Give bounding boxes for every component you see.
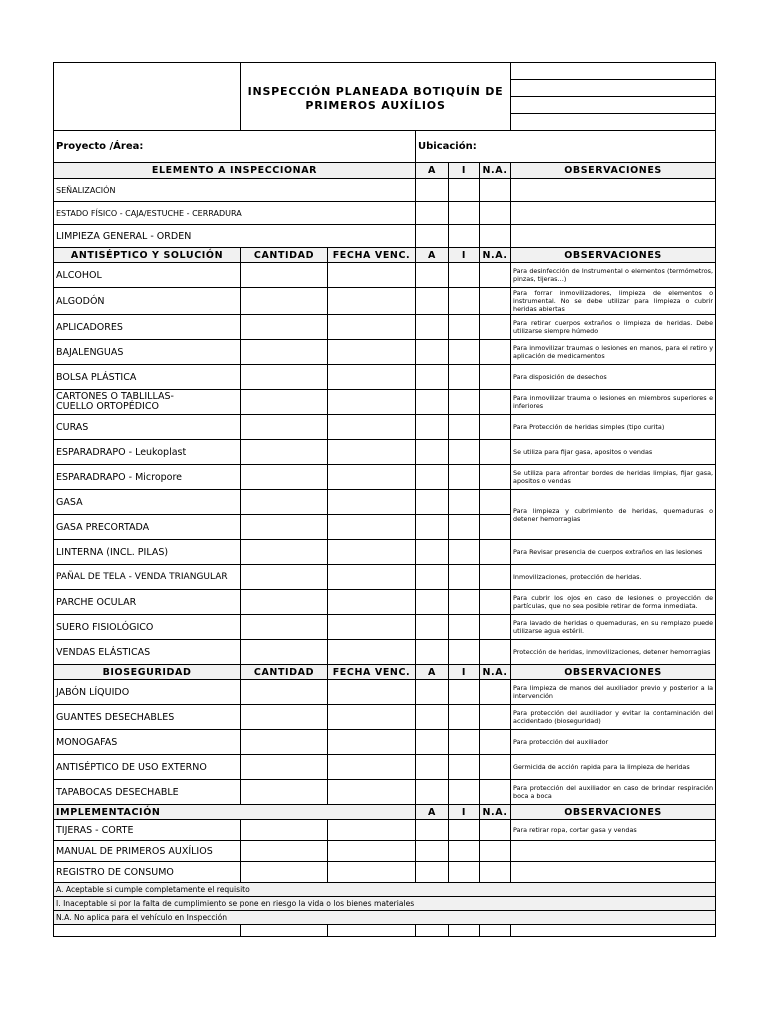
table-row — [54, 465, 716, 490]
check-na[interactable] — [480, 263, 511, 288]
fecha-cell[interactable] — [328, 862, 416, 883]
table-row — [54, 705, 716, 730]
check-i[interactable] — [449, 315, 480, 340]
form-title-line1: INSPECCIÓN PLANEADA BOTIQUÍN DE — [247, 84, 504, 98]
item-name: PARCHE OCULAR — [54, 590, 241, 615]
legend-note-i: I. Inaceptable si por la falta de cumplimiento se pone en riesgo la vida o los bienes materiales — [54, 897, 716, 911]
item-name: TAPABOCAS DESECHABLE — [54, 780, 241, 805]
check-na[interactable] — [480, 225, 511, 248]
location-label: Ubicación: — [418, 141, 477, 152]
check-na[interactable] — [480, 390, 511, 415]
col-observaciones: OBSERVACIONES — [511, 248, 716, 263]
item-name-line2: CUELLO ORTOPÉDICO — [56, 401, 159, 412]
table-row — [54, 925, 716, 937]
cantidad-cell[interactable] — [241, 565, 328, 590]
item-name: ANTISÉPTICO DE USO EXTERNO — [54, 755, 241, 780]
obs-text: Para retirar cuerpos extraños o limpieza de heridas. Debe utilizarse siempre húmedo — [511, 315, 716, 340]
cantidad-cell[interactable] — [241, 705, 328, 730]
obs-text: Para inmovilizar traumas o lesiones en manos, para el retiro y aplicación de medicamentos — [511, 340, 716, 365]
cantidad-cell[interactable] — [241, 263, 328, 288]
empty-cell[interactable] — [480, 925, 511, 937]
check-i[interactable] — [449, 202, 480, 225]
col-a: A — [416, 805, 449, 820]
cantidad-cell[interactable] — [241, 862, 328, 883]
fecha-cell[interactable] — [328, 565, 416, 590]
table-row — [54, 862, 716, 883]
check-na[interactable] — [480, 490, 511, 515]
table-row — [54, 755, 716, 780]
check-na[interactable] — [480, 590, 511, 615]
check-a[interactable] — [416, 705, 449, 730]
table-row — [54, 590, 716, 615]
cantidad-cell[interactable] — [241, 490, 328, 515]
check-i[interactable] — [449, 440, 480, 465]
col-observaciones: OBSERVACIONES — [511, 163, 716, 179]
obs-cell[interactable] — [511, 862, 716, 883]
check-a[interactable] — [416, 440, 449, 465]
obs-text: Para Revisar presencia de cuerpos extraños en las lesiones — [511, 540, 716, 565]
cantidad-cell[interactable] — [241, 640, 328, 665]
table-row — [54, 540, 716, 565]
fecha-cell[interactable] — [328, 755, 416, 780]
col-observaciones: OBSERVACIONES — [511, 665, 716, 680]
cantidad-cell[interactable] — [241, 440, 328, 465]
check-i[interactable] — [449, 862, 480, 883]
check-na[interactable] — [480, 465, 511, 490]
col-i: I — [449, 805, 480, 820]
table-row — [54, 263, 716, 288]
fecha-cell[interactable] — [328, 440, 416, 465]
check-a[interactable] — [416, 640, 449, 665]
empty-cell[interactable] — [328, 925, 416, 937]
table-row — [54, 415, 716, 440]
col-i: I — [449, 163, 480, 179]
fecha-cell[interactable] — [328, 263, 416, 288]
item-name: LINTERNA (INCL. PILAS) — [54, 540, 241, 565]
form-title — [241, 63, 511, 131]
check-a[interactable] — [416, 615, 449, 640]
col-cantidad: CANTIDAD — [241, 248, 328, 263]
check-na[interactable] — [480, 440, 511, 465]
check-i[interactable] — [449, 365, 480, 390]
check-na[interactable] — [480, 755, 511, 780]
table-row — [54, 615, 716, 640]
fecha-cell[interactable] — [328, 390, 416, 415]
obs-cell[interactable] — [511, 225, 716, 248]
check-a[interactable] — [416, 590, 449, 615]
table-row — [54, 288, 716, 315]
check-a[interactable] — [416, 202, 449, 225]
fecha-cell[interactable] — [328, 415, 416, 440]
fecha-cell[interactable] — [328, 315, 416, 340]
obs-text: Inmovilizaciones, protección de heridas. — [511, 565, 716, 590]
table-row — [54, 225, 716, 248]
col-a: A — [416, 248, 449, 263]
fecha-cell[interactable] — [328, 490, 416, 515]
project-label: Proyecto /Área: — [56, 141, 144, 152]
item-name: GASA PRECORTADA — [54, 515, 241, 540]
table-row — [54, 820, 716, 841]
check-na[interactable] — [480, 515, 511, 540]
table-row — [54, 315, 716, 340]
col-i: I — [449, 665, 480, 680]
check-i[interactable] — [449, 640, 480, 665]
obs-text: Para protección del auxiliador y evitar la contaminación del accidentado (bioseguridad) — [511, 705, 716, 730]
item-name: REGISTRO DE CONSUMO — [54, 862, 241, 883]
logo-box — [54, 63, 241, 131]
check-i[interactable] — [449, 615, 480, 640]
item-name-line1: CARTONES O TABLILLAS- — [56, 391, 174, 402]
check-i[interactable] — [449, 590, 480, 615]
fecha-cell[interactable] — [328, 340, 416, 365]
check-na[interactable] — [480, 202, 511, 225]
item-name: ESTADO FÍSICO - CAJA/ESTUCHE - CERRADURA — [54, 202, 416, 225]
item-name: GASA — [54, 490, 241, 515]
cantidad-cell[interactable] — [241, 680, 328, 705]
check-a[interactable] — [416, 730, 449, 755]
form-title-line2: PRIMEROS AUXÍLIOS — [305, 98, 446, 112]
project-field[interactable] — [54, 131, 416, 163]
location-field[interactable] — [416, 131, 716, 163]
obs-text: Para protección del auxiliador en caso de brindar respiración boca a boca — [511, 780, 716, 805]
obs-text: Para desinfección de Instrumental o elementos (termómetros, pinzas, tijeras…) — [511, 263, 716, 288]
item-name: GUANTES DESECHABLES — [54, 705, 241, 730]
item-name: PAÑAL DE TELA - VENDA TRIANGULAR — [54, 565, 241, 590]
check-i[interactable] — [449, 263, 480, 288]
cantidad-cell[interactable] — [241, 340, 328, 365]
check-a[interactable] — [416, 315, 449, 340]
check-na[interactable] — [480, 565, 511, 590]
fecha-cell[interactable] — [328, 820, 416, 841]
check-i[interactable] — [449, 390, 480, 415]
cantidad-cell[interactable] — [241, 465, 328, 490]
section-header-bioseguridad: BIOSEGURIDAD — [54, 665, 241, 680]
obs-text: Para cubrir los ojos en caso de lesiones o proyección de partículas, que no sea posible retirar de forma inmediata. — [511, 590, 716, 615]
table-row — [54, 440, 716, 465]
check-na[interactable] — [480, 540, 511, 565]
check-i[interactable] — [449, 490, 480, 515]
cantidad-cell[interactable] — [241, 780, 328, 805]
cantidad-cell[interactable] — [241, 288, 328, 315]
col-cantidad: CANTIDAD — [241, 665, 328, 680]
table-row — [54, 730, 716, 755]
header-info-cell[interactable] — [511, 114, 716, 131]
table-row — [54, 565, 716, 590]
obs-cell[interactable] — [511, 179, 716, 202]
cantidad-cell[interactable] — [241, 540, 328, 565]
table-row — [54, 640, 716, 665]
fecha-cell[interactable] — [328, 680, 416, 705]
check-na[interactable] — [480, 365, 511, 390]
obs-text: Protección de heridas, inmovilizaciones, detener hemorragias — [511, 640, 716, 665]
header-info-cell[interactable] — [511, 63, 716, 80]
check-i[interactable] — [449, 680, 480, 705]
check-a[interactable] — [416, 340, 449, 365]
check-a[interactable] — [416, 755, 449, 780]
check-na[interactable] — [480, 680, 511, 705]
check-a[interactable] — [416, 780, 449, 805]
check-a[interactable] — [416, 365, 449, 390]
check-i[interactable] — [449, 730, 480, 755]
check-na[interactable] — [480, 640, 511, 665]
empty-cell[interactable] — [54, 925, 241, 937]
item-name: APLICADORES — [54, 315, 241, 340]
item-name: CURAS — [54, 415, 241, 440]
col-i: I — [449, 248, 480, 263]
empty-cell[interactable] — [511, 925, 716, 937]
col-na: N.A. — [480, 665, 511, 680]
check-i[interactable] — [449, 820, 480, 841]
obs-text: Para limpieza y cubrimiento de heridas, quemaduras o detener hemorragias — [511, 490, 716, 540]
table-row — [54, 340, 716, 365]
cantidad-cell[interactable] — [241, 365, 328, 390]
obs-text: Para protección del auxiliador — [511, 730, 716, 755]
empty-cell[interactable] — [241, 925, 328, 937]
cantidad-cell[interactable] — [241, 755, 328, 780]
check-na[interactable] — [480, 315, 511, 340]
check-a[interactable] — [416, 862, 449, 883]
fecha-cell[interactable] — [328, 705, 416, 730]
check-a[interactable] — [416, 263, 449, 288]
col-fecha-venc: FECHA VENC. — [328, 248, 416, 263]
check-i[interactable] — [449, 515, 480, 540]
check-i[interactable] — [449, 755, 480, 780]
section-header-antiseptico: ANTISÉPTICO Y SOLUCIÓN — [54, 248, 241, 263]
table-row — [54, 390, 716, 415]
check-na[interactable] — [480, 841, 511, 862]
check-a[interactable] — [416, 515, 449, 540]
check-na[interactable] — [480, 615, 511, 640]
cantidad-cell[interactable] — [241, 515, 328, 540]
header-info-cell[interactable] — [511, 97, 716, 114]
col-a: A — [416, 163, 449, 179]
empty-cell[interactable] — [449, 925, 480, 937]
check-na[interactable] — [480, 780, 511, 805]
fecha-cell[interactable] — [328, 288, 416, 315]
section-header-general: ELEMENTO A INSPECCIONAR — [54, 163, 416, 179]
fecha-cell[interactable] — [328, 515, 416, 540]
check-a[interactable] — [416, 540, 449, 565]
check-i[interactable] — [449, 340, 480, 365]
obs-text: Para forrar inmovilizadores, limpieza de elementos o instrumental. No se debe utilizar para limpieza o cubrir heridas abiertas — [511, 288, 716, 315]
col-na: N.A. — [480, 163, 511, 179]
check-i[interactable] — [449, 705, 480, 730]
check-a[interactable] — [416, 841, 449, 862]
obs-text: Para limpieza de manos del auxiliador previo y posterior a la intervención — [511, 680, 716, 705]
check-na[interactable] — [480, 288, 511, 315]
col-na: N.A. — [480, 248, 511, 263]
check-a[interactable] — [416, 565, 449, 590]
item-name: JABÓN LÍQUIDO — [54, 680, 241, 705]
fecha-cell[interactable] — [328, 365, 416, 390]
cantidad-cell[interactable] — [241, 590, 328, 615]
check-na[interactable] — [480, 415, 511, 440]
check-a[interactable] — [416, 820, 449, 841]
empty-cell[interactable] — [416, 925, 449, 937]
check-a[interactable] — [416, 179, 449, 202]
col-a: A — [416, 665, 449, 680]
item-name — [54, 390, 241, 415]
check-i[interactable] — [449, 780, 480, 805]
check-a[interactable] — [416, 225, 449, 248]
col-fecha-venc: FECHA VENC. — [328, 665, 416, 680]
table-row — [54, 841, 716, 862]
table-row — [54, 365, 716, 390]
fecha-cell[interactable] — [328, 640, 416, 665]
cantidad-cell[interactable] — [241, 841, 328, 862]
obs-text: Para retirar ropa, cortar gasa y vendas — [511, 820, 716, 841]
check-a[interactable] — [416, 390, 449, 415]
section-header-implementacion: IMPLEMENTACIÓN — [54, 805, 416, 820]
fecha-cell[interactable] — [328, 730, 416, 755]
item-name: ALCOHOL — [54, 263, 241, 288]
check-a[interactable] — [416, 415, 449, 440]
item-name: ESPARADRAPO - Leukoplast — [54, 440, 241, 465]
cantidad-cell[interactable] — [241, 415, 328, 440]
item-name: ALGODÓN — [54, 288, 241, 315]
legend-note-a: A. Aceptable si cumple completamente el requisito — [54, 883, 716, 897]
item-name: MANUAL DE PRIMEROS AUXÍLIOS — [54, 841, 241, 862]
obs-cell[interactable] — [511, 841, 716, 862]
fecha-cell[interactable] — [328, 465, 416, 490]
item-name: ESPARADRAPO - Micropore — [54, 465, 241, 490]
check-i[interactable] — [449, 540, 480, 565]
col-observaciones: OBSERVACIONES — [511, 805, 716, 820]
item-name: TIJERAS - CORTE — [54, 820, 241, 841]
check-i[interactable] — [449, 465, 480, 490]
fecha-cell[interactable] — [328, 615, 416, 640]
fecha-cell[interactable] — [328, 780, 416, 805]
item-name: LIMPIEZA GENERAL - ORDEN — [54, 225, 416, 248]
table-row — [54, 202, 716, 225]
check-na[interactable] — [480, 820, 511, 841]
legend-note-na: N.A. No aplica para el vehículo en Inspección — [54, 911, 716, 925]
check-i[interactable] — [449, 179, 480, 202]
fecha-cell[interactable] — [328, 540, 416, 565]
cantidad-cell[interactable] — [241, 315, 328, 340]
check-i[interactable] — [449, 288, 480, 315]
obs-text: Se utiliza para afrontar bordes de heridas limpias, fijar gasa, apositos o vendas — [511, 465, 716, 490]
table-row — [54, 179, 716, 202]
check-a[interactable] — [416, 680, 449, 705]
cantidad-cell[interactable] — [241, 820, 328, 841]
check-a[interactable] — [416, 465, 449, 490]
item-name: BOLSA PLÁSTICA — [54, 365, 241, 390]
fecha-cell[interactable] — [328, 841, 416, 862]
check-na[interactable] — [480, 862, 511, 883]
obs-text: Germicida de acción rapida para la limpieza de heridas — [511, 755, 716, 780]
check-na[interactable] — [480, 179, 511, 202]
table-row — [54, 680, 716, 705]
obs-text: Se utiliza para fijar gasa, apositos o vendas — [511, 440, 716, 465]
obs-text: Para Protección de heridas simples (tipo curita) — [511, 415, 716, 440]
check-i[interactable] — [449, 565, 480, 590]
check-na[interactable] — [480, 705, 511, 730]
obs-text: Para inmovilizar trauma o lesiones en miembros superiores e inferiores — [511, 390, 716, 415]
check-na[interactable] — [480, 730, 511, 755]
table-row — [54, 780, 716, 805]
check-i[interactable] — [449, 415, 480, 440]
check-a[interactable] — [416, 490, 449, 515]
item-name: SUERO FISIOLÓGICO — [54, 615, 241, 640]
obs-cell[interactable] — [511, 202, 716, 225]
cantidad-cell[interactable] — [241, 390, 328, 415]
inspection-form — [53, 62, 715, 942]
cantidad-cell[interactable] — [241, 615, 328, 640]
obs-text: Para disposición de desechos — [511, 365, 716, 390]
item-name: MONOGAFAS — [54, 730, 241, 755]
item-name: VENDAS ELÁSTICAS — [54, 640, 241, 665]
header-info-cell[interactable] — [511, 80, 716, 97]
check-i[interactable] — [449, 225, 480, 248]
check-na[interactable] — [480, 340, 511, 365]
cantidad-cell[interactable] — [241, 730, 328, 755]
item-name: SEÑALIZACIÓN — [54, 179, 416, 202]
item-name: BAJALENGUAS — [54, 340, 241, 365]
table-row — [54, 490, 716, 515]
fecha-cell[interactable] — [328, 590, 416, 615]
obs-text: Para lavado de heridas o quemaduras, en su remplazo puede utilizarse agua estéril. — [511, 615, 716, 640]
col-na: N.A. — [480, 805, 511, 820]
check-i[interactable] — [449, 841, 480, 862]
check-a[interactable] — [416, 288, 449, 315]
inspection-table — [53, 62, 716, 937]
